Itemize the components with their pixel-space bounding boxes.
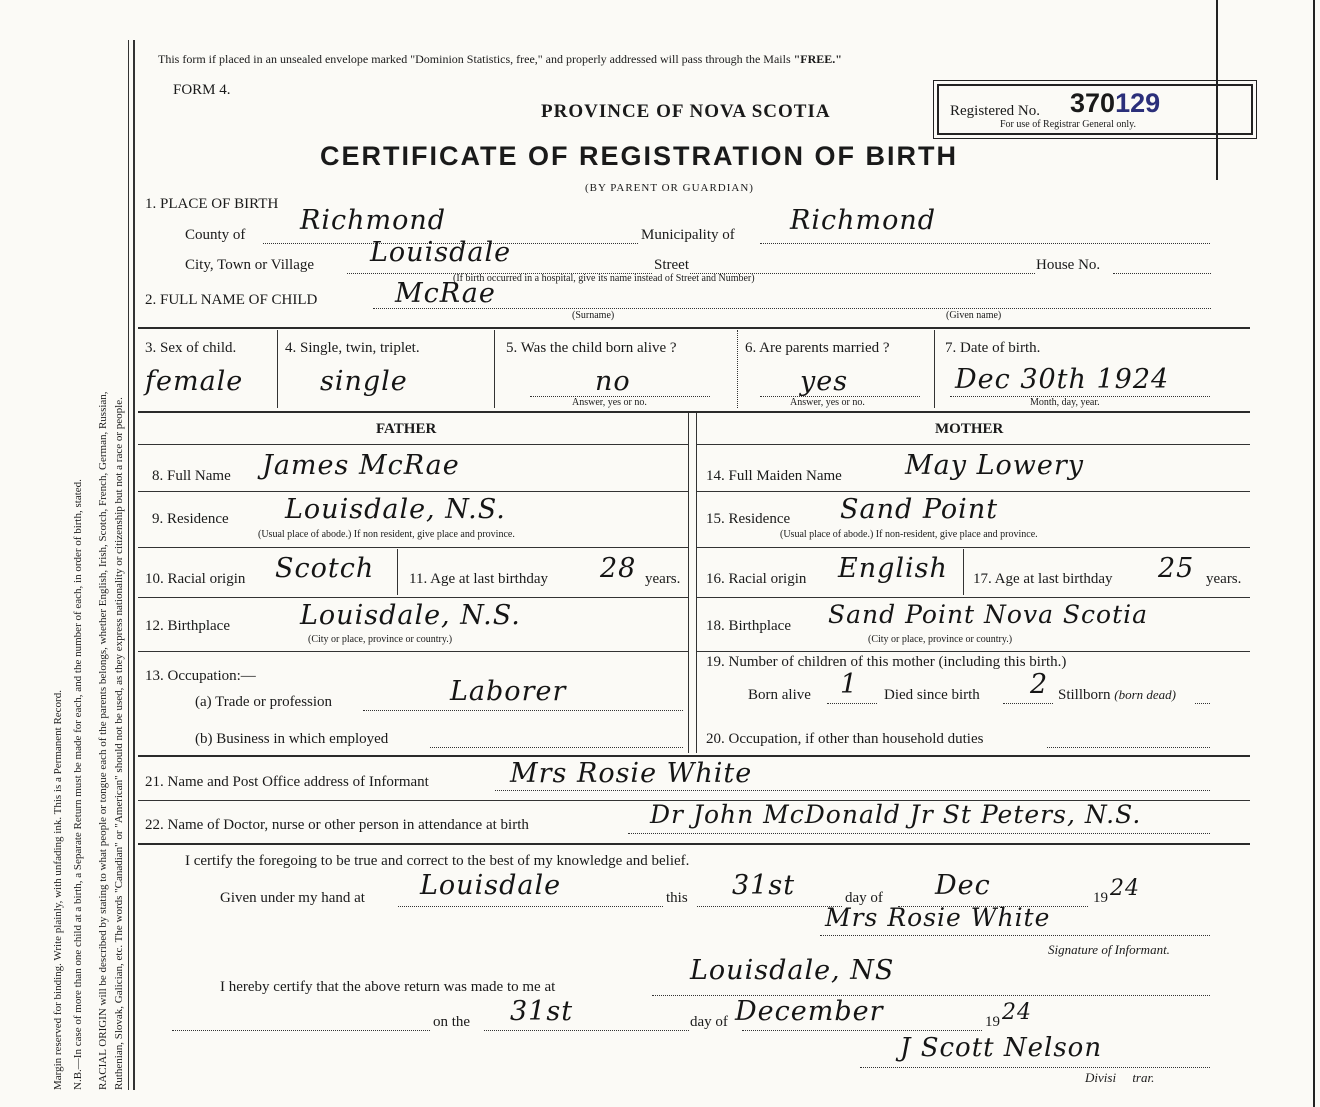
registrar-day-of-label: day of (690, 1014, 728, 1030)
mail-notice-free: "FREE." (793, 52, 842, 66)
mother-birthplace-value: Sand Point Nova Scotia (828, 600, 1149, 629)
born-alive-count-value: 1 (840, 669, 859, 700)
registrar-day-line (484, 1030, 689, 1031)
mother-name-value: May Lowery (905, 450, 1085, 481)
rule-mother-1 (697, 491, 1250, 492)
mother-age-value: 25 (1158, 553, 1195, 584)
father-business-line (430, 747, 683, 748)
father-age-label: 11. Age at last birthday (409, 571, 548, 587)
municipality-line (760, 243, 1210, 244)
mother-residence-value: Sand Point (840, 494, 999, 525)
date-of-birth-label: 7. Date of birth. (945, 340, 1041, 356)
house-line (1113, 273, 1211, 274)
right-edge-rule (1313, 0, 1315, 1107)
informant-line (495, 790, 1210, 791)
informant-label: 21. Name and Post Office address of Informant (145, 774, 429, 790)
registrar-lead-line (172, 1030, 430, 1031)
rule-father-4 (138, 651, 688, 652)
father-name-value: James McRae (262, 450, 460, 481)
father-trade-label: (a) Trade or profession (195, 694, 333, 710)
father-age-value: 28 (600, 553, 637, 584)
died-value: 2 (1030, 669, 1049, 700)
born-alive-note: Answer, yes or no. (572, 397, 647, 408)
father-birthplace-label: 12. Birthplace (145, 618, 230, 634)
city-value: Louisdale (370, 237, 512, 268)
day-of-label: day of (845, 890, 883, 906)
registered-number-part-a: 370 (1070, 88, 1116, 118)
registrar-title (1085, 1070, 1154, 1086)
married-note: Answer, yes or no. (790, 397, 865, 408)
municipality-label: Municipality of (641, 227, 735, 243)
registrar-month-value: December (735, 996, 884, 1027)
father-trade-line (363, 710, 683, 711)
certify-year-suffix: 24 (1110, 876, 1140, 901)
registrar-signature: J Scott Nelson (900, 1033, 1103, 1063)
registrar-title-end: trar. (1132, 1070, 1155, 1085)
born-alive-question: 5. Was the child born alive ? (506, 340, 677, 356)
registrar-statement: I hereby certify that the above return was made to me at (220, 979, 556, 995)
certify-year-prefix: 19 (1093, 890, 1108, 906)
form-number: FORM 4. (173, 82, 231, 98)
married-value: yes (800, 366, 849, 397)
father-residence-value: Louisdale, N.S. (285, 494, 506, 525)
mother-racial-label: 16. Racial origin (706, 571, 807, 587)
child-surname-value: McRae (395, 278, 496, 309)
doctor-value: Dr John McDonald Jr St Peters, N.S. (650, 800, 1142, 829)
margin-rule (133, 40, 135, 1090)
registrar-note: For use of Registrar General only. (1000, 119, 1136, 130)
doctor-line (628, 833, 1210, 834)
mail-notice (158, 52, 842, 67)
mother-age-divider (963, 549, 964, 595)
father-racial-value: Scotch (275, 553, 375, 584)
municipality-value: Richmond (790, 205, 937, 236)
mother-age-label: 17. Age at last birthday (973, 571, 1113, 587)
parents-divider-b (696, 413, 697, 753)
col-div-3 (737, 330, 738, 408)
parents-divider-a (688, 413, 689, 753)
signature-line (820, 935, 1210, 936)
father-years-label: years. (645, 571, 681, 587)
registrar-month-line (742, 1030, 982, 1031)
father-birthplace-value: Louisdale, N.S. (300, 600, 521, 631)
rule-mother-4 (697, 651, 1250, 652)
mother-occupation-label: 20. Occupation, if other than household duties (706, 731, 984, 747)
certificate-title: CERTIFICATE OF REGISTRATION OF BIRTH (320, 141, 958, 171)
side-note-racial-2: Ruthenian, Slovak, Galician, etc. The words "Canadian" or "American" should not be used, as they express nationality or citizenship but not a race or people. (113, 397, 125, 1090)
registered-label: Registered No. (950, 103, 1040, 119)
rule-father-heading (138, 444, 688, 445)
father-residence-label: 9. Residence (152, 511, 229, 527)
father-birthplace-note: (City or place, province or country.) (308, 634, 453, 645)
stillborn-text: Stillborn (1058, 687, 1111, 703)
hospital-note: (If birth occurred in a hospital, give its name instead of Street and Number) (453, 273, 755, 284)
registrar-year-suffix: 24 (1002, 1000, 1032, 1025)
margin-rule-thin (128, 40, 129, 1090)
registrar-signature-line (860, 1067, 1210, 1068)
registrar-day-value: 31st (510, 996, 574, 1027)
rule-father-1 (138, 491, 688, 492)
date-of-birth-value: Dec 30th 1924 (955, 364, 1170, 395)
place-of-birth-heading: 1. PLACE OF BIRTH (145, 196, 279, 212)
stillborn-line (1195, 703, 1210, 704)
married-question: 6. Are parents married ? (745, 340, 890, 356)
sex-label: 3. Sex of child. (145, 340, 237, 356)
house-label: House No. (1036, 257, 1101, 273)
certificate-subtitle: (BY PARENT OR GUARDIAN) (585, 182, 754, 194)
father-name-label: 8. Full Name (152, 468, 231, 484)
rule-parents-top (138, 411, 1250, 413)
died-label: Died since birth (884, 687, 980, 703)
stillborn-note: (born dead) (1114, 687, 1177, 702)
county-value: Richmond (300, 205, 447, 236)
side-note-margin: Margin reserved for binding. Write plainly, with unfading ink. This is a Permanent Record. (52, 690, 64, 1090)
registrar-place-value: Louisdale, NS (690, 955, 895, 986)
date-note: Month, day, year. (1030, 397, 1100, 408)
given-place-line (398, 906, 663, 907)
mother-birthplace-label: 18. Birthplace (706, 618, 791, 634)
stillborn-label (1058, 687, 1176, 704)
born-alive-count-label: Born alive (748, 687, 811, 703)
certify-month-value: Dec (935, 870, 991, 901)
this-label: this (666, 890, 688, 906)
father-abode-note: (Usual place of abode.) If non resident, give place and province. (258, 529, 515, 540)
registrar-year-prefix: 19 (985, 1014, 1000, 1030)
rule-mother-2 (697, 547, 1250, 548)
certify-day-value: 31st (732, 870, 796, 901)
plurality-value: single (320, 366, 408, 397)
side-note-racial-1: RACIAL ORIGIN will be described by stating to what people or tongue each of the parents belongs, whether English, Irish, Scotch, French, German, Russian, (97, 391, 109, 1090)
father-business-label: (b) Business in which employed (195, 731, 389, 747)
informant-signature: Mrs Rosie White (825, 903, 1051, 932)
registered-number-part-b: 129 (1115, 88, 1161, 118)
mother-children-label: 19. Number of children of this mother (including this birth.) (706, 654, 1067, 670)
child-name-line (373, 308, 1211, 309)
mother-birthplace-note: (City or place, province or country.) (868, 634, 1013, 645)
rule-doctor (138, 843, 1250, 845)
died-line (1003, 703, 1053, 704)
mother-heading: MOTHER (935, 421, 1004, 437)
mother-abode-note: (Usual place of abode.) If non-resident, give place and province. (780, 529, 1038, 540)
mail-notice-text: This form if placed in an unsealed envelope marked "Dominion Statistics, free," and properly addressed will pass through the Mails (158, 52, 791, 66)
on-the-label: on the (433, 1014, 471, 1030)
rule-father-2 (138, 547, 688, 548)
col-div-4 (934, 330, 935, 408)
certify-statement: I certify the foregoing to be true and correct to the best of my knowledge and belief. (185, 853, 690, 869)
registered-number (1070, 88, 1160, 119)
rule-father-3 (138, 597, 688, 598)
father-age-divider (397, 549, 398, 595)
plurality-label: 4. Single, twin, triplet. (285, 340, 420, 356)
province-heading: PROVINCE OF NOVA SCOTIA (541, 101, 831, 122)
father-occupation-label: 13. Occupation:— (145, 668, 256, 684)
born-alive-count-line (827, 703, 877, 704)
rule-mother-3 (697, 597, 1250, 598)
rule-parents-bottom (138, 755, 1250, 757)
given-name-note: (Given name) (946, 310, 1002, 321)
mother-years-label: years. (1206, 571, 1242, 587)
col-div-1 (277, 330, 278, 408)
father-racial-label: 10. Racial origin (145, 571, 246, 587)
mother-name-label: 14. Full Maiden Name (706, 468, 842, 484)
doctor-label: 22. Name of Doctor, nurse or other person in attendance at birth (145, 817, 529, 833)
surname-note: (Surname) (572, 310, 615, 321)
father-heading: FATHER (376, 421, 437, 437)
child-name-label: 2. FULL NAME OF CHILD (145, 292, 318, 308)
city-label: City, Town or Village (185, 257, 315, 273)
mother-occupation-line (1047, 747, 1210, 748)
county-label: County of (185, 227, 246, 243)
mother-residence-label: 15. Residence (706, 511, 791, 527)
registrar-title-start: Divisi (1085, 1070, 1117, 1085)
mother-racial-value: English (838, 553, 948, 584)
street-label: Street (654, 257, 689, 273)
rule-child-top (138, 327, 1250, 329)
informant-value: Mrs Rosie White (510, 758, 753, 789)
col-div-2 (494, 330, 495, 408)
born-alive-value: no (595, 366, 631, 397)
father-trade-value: Laborer (450, 676, 567, 707)
signature-label: Signature of Informant. (1048, 942, 1170, 957)
given-label: Given under my hand at (220, 890, 365, 906)
day-line (697, 906, 842, 907)
rule-mother-heading (697, 444, 1250, 445)
side-note-nb: N.B.—In case of more than one child at a birth, a Separate Return must be made for each, and the number of each, in order of birth, stated. (72, 479, 84, 1090)
sex-value: female (145, 366, 244, 397)
given-place-value: Louisdale (420, 870, 562, 901)
